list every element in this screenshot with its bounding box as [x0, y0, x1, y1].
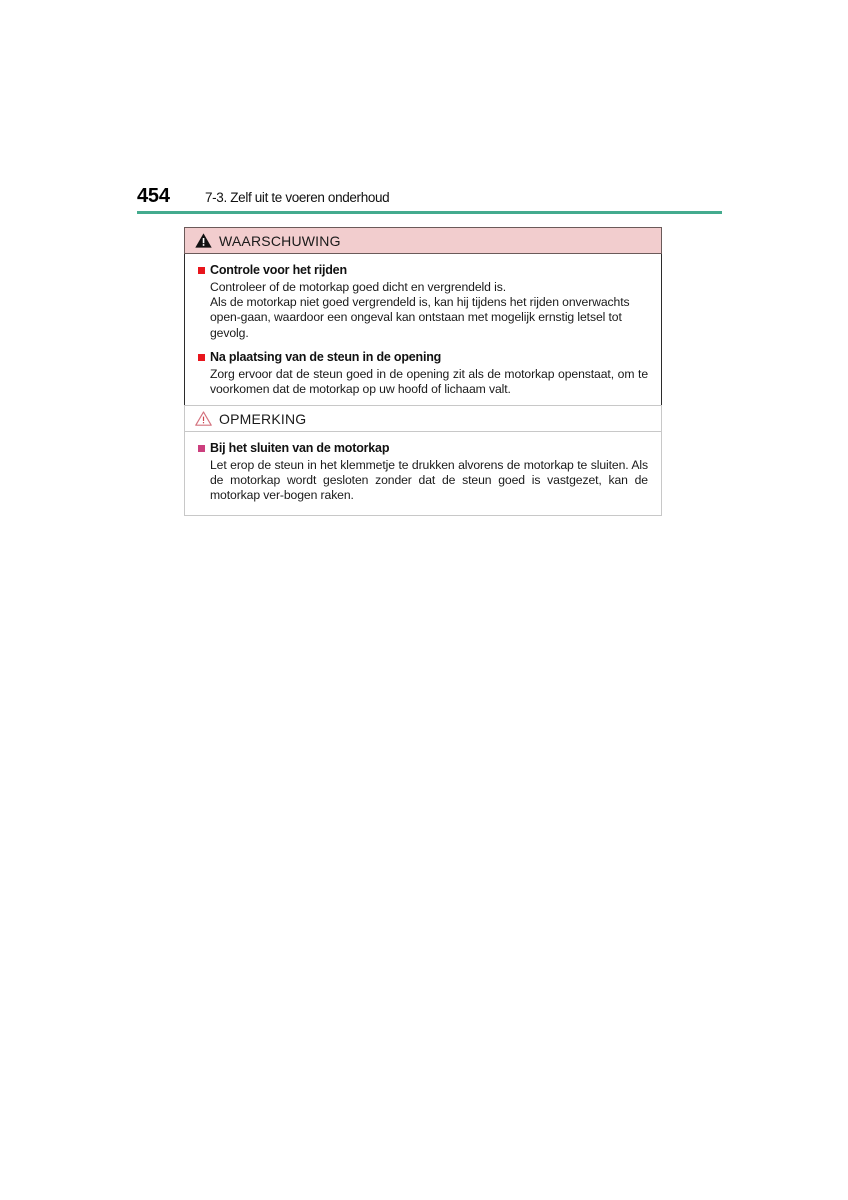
notice-callout-body [184, 432, 662, 516]
red-square-bullet-icon [198, 267, 205, 274]
red-square-bullet-icon [198, 354, 205, 361]
notice-triangle-icon [195, 411, 212, 426]
warning-callout-label: WAARSCHUWING [219, 232, 341, 249]
notice-item-title: Bij het sluiten van de motorkap [210, 441, 390, 455]
notice-item [198, 441, 648, 504]
warning-item-text [210, 367, 648, 397]
warning-item [198, 263, 648, 341]
warning-item-line: Controleer of de motorkap goed dicht en vergrendeld is. [210, 280, 506, 294]
magenta-square-bullet-icon [198, 445, 205, 452]
warning-item-heading [198, 263, 648, 278]
warning-triangle-icon [195, 233, 212, 248]
warning-callout-header [184, 227, 662, 254]
notice-callout-label: OPMERKING [219, 410, 307, 427]
warning-item-line: Zorg ervoor dat de steun goed in de opening zit als de motorkap openstaat, om te voorkomen dat de motorkap op uw hoofd of lichaam valt. [210, 366, 648, 397]
warning-item-text [210, 280, 648, 341]
page-number: 454 [137, 185, 170, 207]
header-divider [137, 211, 722, 214]
warning-item-line: Als de motorkap niet goed vergrendeld is, kan hij tijdens het rijden onverwachts open-gaan, waardoor een ongeval kan ontstaan met mogelijk ernstig letsel tot gevolg. [210, 295, 630, 340]
notice-callout-header [184, 405, 662, 432]
warning-item-title: Na plaatsing van de steun in de opening [210, 349, 442, 364]
warning-callout [184, 227, 662, 409]
warning-callout-body [184, 254, 662, 409]
notice-item-text [210, 458, 648, 504]
notice-callout [184, 405, 662, 516]
warning-item-heading [198, 350, 648, 365]
page-header [137, 185, 723, 208]
warning-item-title: Controle voor het rijden [210, 263, 347, 277]
notice-item-line: Let erop de steun in het klemmetje te drukken alvorens de motorkap te sluiten. Als de motorkap wordt gesloten zonder dat de steun goed is vastgezet, kan de motorkap ver-bogen raken. [210, 458, 648, 503]
warning-item [198, 350, 648, 397]
section-title: 7-3. Zelf uit te voeren onderhoud [205, 190, 390, 205]
notice-item-heading [198, 441, 648, 456]
